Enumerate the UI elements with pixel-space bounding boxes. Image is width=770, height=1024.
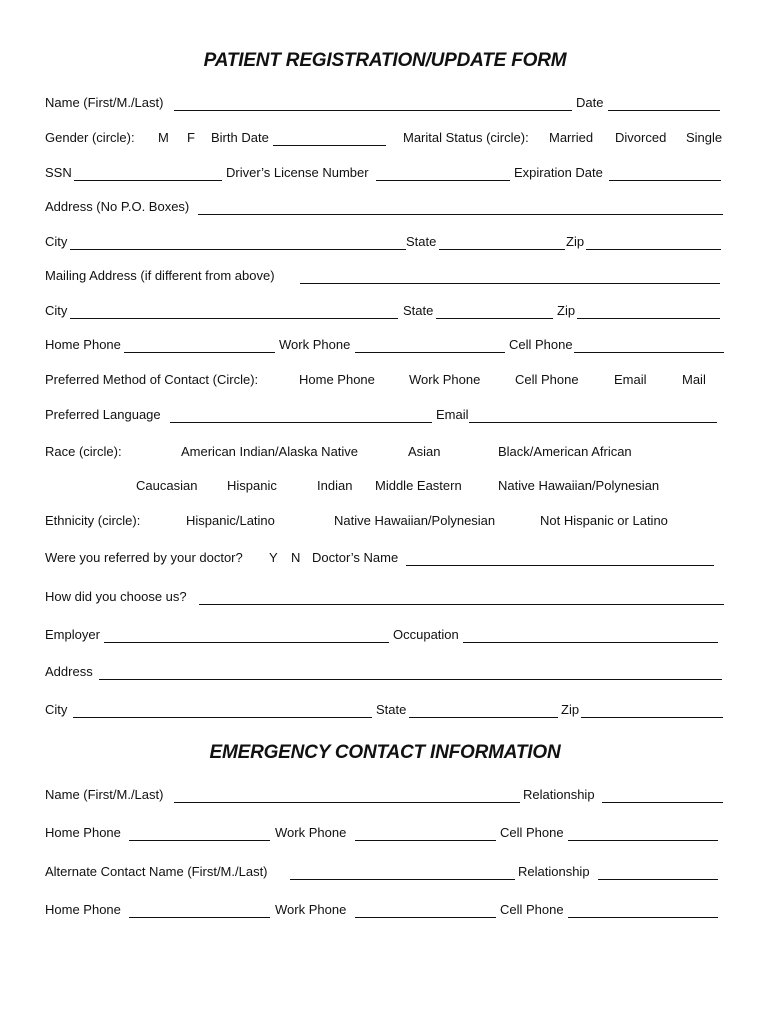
alternate-home-phone-field[interactable] — [129, 917, 270, 918]
employer-zip-field[interactable] — [581, 717, 723, 718]
ssn-field[interactable] — [74, 180, 222, 181]
emergency-relationship-label: Relationship — [523, 787, 595, 802]
employer-zip-label: Zip — [561, 702, 580, 717]
row-referred — [0, 550, 770, 574]
preferred-language-field[interactable] — [170, 422, 432, 423]
mailing-address-field[interactable] — [300, 283, 720, 284]
address-field[interactable] — [198, 214, 723, 215]
mailing-city-field[interactable] — [70, 318, 398, 319]
ethnicity-label: Ethnicity (circle): — [45, 513, 141, 528]
emergency-home-phone-field[interactable] — [129, 840, 270, 841]
row-alternate-contact — [0, 864, 770, 888]
city-field[interactable] — [70, 249, 406, 250]
row-name-date — [0, 95, 770, 119]
row-employer-city — [0, 702, 770, 726]
city-label: City — [45, 234, 68, 249]
emergency-cell-phone-label: Cell Phone — [500, 825, 564, 840]
work-phone-field[interactable] — [355, 352, 505, 353]
state-label: State — [406, 234, 437, 249]
employer-address-label: Address — [45, 664, 93, 679]
name-label: Name (First/M./Last) — [45, 95, 164, 110]
date-field[interactable] — [608, 110, 720, 111]
race-native-hawaiian-option[interactable]: Native Hawaiian/Polynesian — [498, 478, 660, 493]
doctors-name-label: Doctor’s Name — [312, 550, 399, 565]
race-hispanic-option[interactable]: Hispanic — [227, 478, 277, 493]
occupation-field[interactable] — [463, 642, 718, 643]
expiration-date-field[interactable] — [609, 180, 721, 181]
mailing-city-label: City — [45, 303, 68, 318]
employer-field[interactable] — [104, 642, 389, 643]
race-black-option[interactable]: Black/American African — [498, 444, 632, 459]
alternate-cell-phone-label: Cell Phone — [500, 902, 564, 917]
ethnicity-native-hawaiian-option[interactable]: Native Hawaiian/Polynesian — [334, 513, 496, 528]
cell-phone-field[interactable] — [574, 352, 724, 353]
single-option[interactable]: Single — [686, 130, 723, 145]
email-label: Email — [436, 407, 469, 422]
race-middle-eastern-option[interactable]: Middle Eastern — [375, 478, 462, 493]
alternate-work-phone-field[interactable] — [355, 917, 496, 918]
preferred-contact-label: Preferred Method of Contact (Circle): — [45, 372, 259, 387]
mailing-state-field[interactable] — [436, 318, 553, 319]
doctors-name-field[interactable] — [406, 565, 714, 566]
expiration-date-label: Expiration Date — [514, 165, 603, 180]
row-mailing-address — [0, 268, 770, 292]
email-field[interactable] — [469, 422, 717, 423]
referred-label: Were you referred by your doctor? — [45, 550, 243, 565]
date-label: Date — [576, 95, 604, 110]
home-phone-label: Home Phone — [45, 337, 121, 352]
drivers-license-field[interactable] — [376, 180, 510, 181]
referred-yes-option[interactable]: Y — [269, 550, 278, 565]
gender-f-option[interactable]: F — [187, 130, 195, 145]
gender-m-option[interactable]: M — [158, 130, 169, 145]
emergency-home-phone-label: Home Phone — [45, 825, 121, 840]
employer-state-label: State — [376, 702, 407, 717]
mailing-zip-field[interactable] — [577, 318, 720, 319]
birth-date-field[interactable] — [273, 145, 386, 146]
gender-label: Gender (circle): — [45, 130, 135, 145]
zip-field[interactable] — [586, 249, 721, 250]
employer-city-label: City — [45, 702, 68, 717]
row-how-choose — [0, 589, 770, 613]
preferred-language-label: Preferred Language — [45, 407, 161, 422]
race-caucasian-option[interactable]: Caucasian — [136, 478, 198, 493]
drivers-license-label: Driver’s License Number — [226, 165, 369, 180]
row-gender — [0, 130, 770, 154]
work-phone-label: Work Phone — [279, 337, 351, 352]
mailing-state-label: State — [403, 303, 434, 318]
how-choose-label: How did you choose us? — [45, 589, 187, 604]
name-field[interactable] — [174, 110, 572, 111]
zip-label: Zip — [566, 234, 585, 249]
contact-mail-option[interactable]: Mail — [682, 372, 706, 387]
ssn-label: SSN — [45, 165, 72, 180]
row-employer — [0, 627, 770, 651]
employer-address-field[interactable] — [99, 679, 722, 680]
alternate-relationship-field[interactable] — [598, 879, 718, 880]
married-option[interactable]: Married — [549, 130, 594, 145]
emergency-cell-phone-field[interactable] — [568, 840, 718, 841]
row-mailing-city — [0, 303, 770, 327]
referred-no-option[interactable]: N — [291, 550, 301, 565]
contact-work-phone-option[interactable]: Work Phone — [409, 372, 481, 387]
form-title: PATIENT REGISTRATION/UPDATE FORM — [203, 50, 567, 71]
address-label: Address (No P.O. Boxes) — [45, 199, 190, 214]
alternate-contact-label: Alternate Contact Name (First/M./Last) — [45, 864, 268, 879]
row-address — [0, 199, 770, 223]
row-employer-address — [0, 664, 770, 688]
birth-date-label: Birth Date — [211, 130, 269, 145]
row-race-continued — [0, 478, 770, 502]
employer-label: Employer — [45, 627, 100, 642]
row-city — [0, 234, 770, 258]
employer-state-field[interactable] — [409, 717, 558, 718]
cell-phone-label: Cell Phone — [509, 337, 573, 352]
emergency-relationship-field[interactable] — [602, 802, 723, 803]
marital-status-label: Marital Status (circle): — [403, 130, 529, 145]
row-alternate-phones — [0, 902, 770, 926]
ethnicity-hispanic-option[interactable]: Hispanic/Latino — [186, 513, 275, 528]
race-asian-option[interactable]: Asian — [408, 444, 441, 459]
row-language-email — [0, 407, 770, 431]
race-american-indian-option[interactable]: American Indian/Alaska Native — [181, 444, 359, 459]
ethnicity-not-hispanic-option[interactable]: Not Hispanic or Latino — [540, 513, 668, 528]
alternate-work-phone-label: Work Phone — [275, 902, 347, 917]
emergency-name-label: Name (First/M./Last) — [45, 787, 164, 802]
state-field[interactable] — [439, 249, 565, 250]
occupation-label: Occupation — [393, 627, 459, 642]
divorced-option[interactable]: Divorced — [615, 130, 667, 145]
mailing-address-label: Mailing Address (if different from above) — [45, 268, 275, 283]
row-emergency-phones — [0, 825, 770, 849]
row-preferred-contact — [0, 372, 770, 396]
alternate-home-phone-label: Home Phone — [45, 902, 121, 917]
employer-city-field[interactable] — [73, 717, 372, 718]
contact-home-phone-option[interactable]: Home Phone — [299, 372, 375, 387]
row-ethnicity — [0, 513, 770, 537]
row-emergency-name — [0, 787, 770, 811]
alternate-relationship-label: Relationship — [518, 864, 590, 879]
mailing-zip-label: Zip — [557, 303, 576, 318]
alternate-cell-phone-field[interactable] — [568, 917, 718, 918]
how-choose-field[interactable] — [199, 604, 724, 605]
race-label: Race (circle): — [45, 444, 122, 459]
emergency-title: EMERGENCY CONTACT INFORMATION — [209, 742, 561, 763]
row-phones — [0, 337, 770, 361]
emergency-name-field[interactable] — [174, 802, 520, 803]
contact-email-option[interactable]: Email — [614, 372, 647, 387]
row-ssn — [0, 165, 770, 189]
race-indian-option[interactable]: Indian — [317, 478, 353, 493]
emergency-work-phone-field[interactable] — [355, 840, 496, 841]
row-race — [0, 444, 770, 468]
emergency-work-phone-label: Work Phone — [275, 825, 347, 840]
contact-cell-phone-option[interactable]: Cell Phone — [515, 372, 579, 387]
alternate-contact-field[interactable] — [290, 879, 515, 880]
home-phone-field[interactable] — [124, 352, 275, 353]
